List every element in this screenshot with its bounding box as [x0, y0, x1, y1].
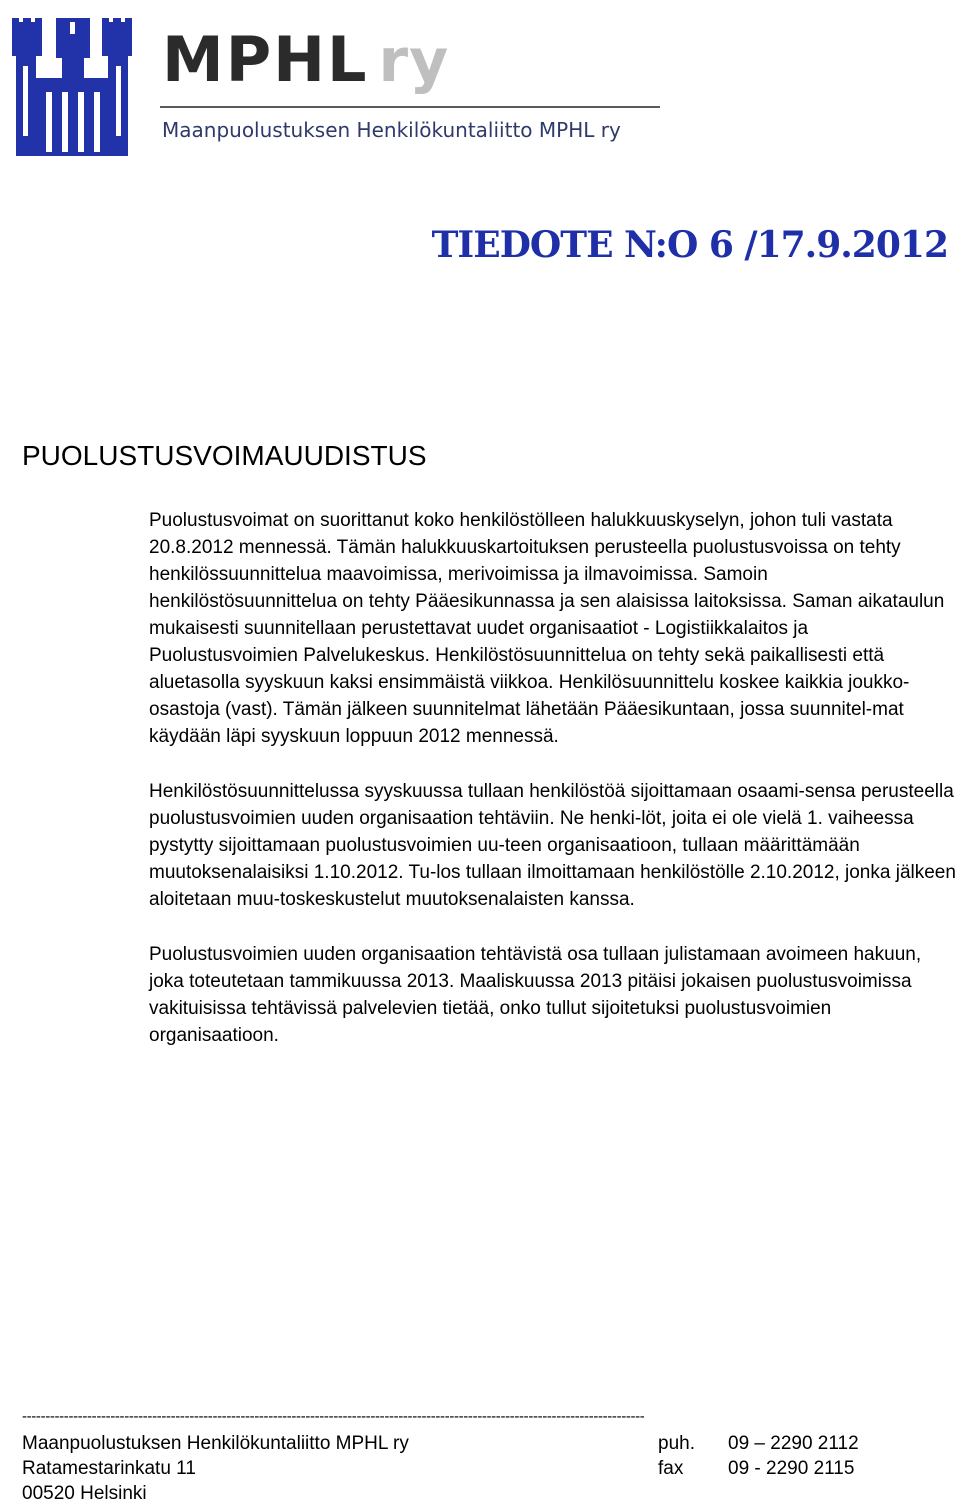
section-heading: PUOLUSTUSVOIMAUUDISTUS [22, 440, 427, 471]
castle-logo-icon [12, 18, 132, 158]
logo-wordmark-main: MPHL [162, 23, 369, 96]
footer-phone: 09 – 2290 2112 [728, 1433, 859, 1454]
paragraph-3: Puolustusvoimien uuden organisaation tehtävistä osa tullaan julistamaan avoimeen hakuun, joka toteutetaan tammikuussa 2013. Maaliskuussa 2013 pitäisi jokaisen puolustusvoimissa vakituisissa tehtävissä palvelevien tietää, onko tullut sijoitetuksi puolustusvoimien organisaatioon. [149, 944, 922, 1046]
paragraph-2: Henkilöstösuunnittelussa syyskuussa tullaan henkilöstöä sijoittamaan osaami-sensa perusteella puolustusvoimien uuden organisaation tehtäviin. Ne henki-löt, joita ei ole vielä 1. vaiheessa pystytty sijoittamaan puolustusvoimien uu-teen organisaatioon, tullaan määrittämään muutoksenalaisiksi 1.10.2012. Tu-los tullaan ilmoittamaan henkilöstölle 2.10.2012, jonka jälkeen aloitetaan muu-toskeskustelut muutoksenalaisten kanssa. [149, 781, 956, 910]
logo-wordmark-suffix: ry [378, 26, 450, 96]
footer-fax: 09 - 2290 2115 [728, 1458, 855, 1479]
body-text [149, 507, 959, 1049]
notice-title: TIEDOTE N:O 6 /17.9.2012 [431, 224, 948, 266]
footer-phone-label: puh. [658, 1433, 695, 1454]
footer-separator: -------------------------------------------------------------------------------------------------------------------------------------- [22, 1408, 645, 1425]
footer-street: Ratamestarinkatu 11 [22, 1458, 196, 1479]
footer [22, 1431, 942, 1506]
logo-tagline: Maanpuolustuksen Henkilökuntaliitto MPHL ry [162, 118, 621, 142]
footer-org-name: Maanpuolustuksen Henkilökuntaliitto MPHL ry [22, 1433, 409, 1454]
footer-row-1 [22, 1431, 942, 1456]
logo-divider [160, 106, 660, 108]
logo-wordmark [162, 22, 449, 99]
footer-postal: 00520 Helsinki [22, 1483, 147, 1504]
footer-row-2 [22, 1456, 942, 1481]
paragraph-1: Puolustusvoimat on suorittanut koko henkilöstölleen halukkuuskyselyn, johon tuli vastata 20.8.2012 mennessä. Tämän halukkuuskartoituksen perusteella puolustusvoissa on tehty henkilössuunnittelua maavoimissa, merivoimissa ja ilmavoimissa. Samoin henkilöstösuunnittelua on tehty Pääesikunnassa ja sen alaisissa laitoksissa. Saman aikataulun mukaisesti suunnitellaan perustettavat uudet organisaatiot - Logistiikkalaitos ja Puolustusvoimien Palvelukeskus. Henkilöstösuunnittelua on tehty sekä paikallisesti että aluetasolla syyskuun kaksi ensimmäistä viikkoa. Henkilösuunnittelu koskee kaikkia joukko-osastoja (vast). Tämän jälkeen suunnitelmat lähetään Pääesikuntaan, jossa suunnitel-mat käydään läpi syyskuun loppuun 2012 mennessä. [149, 510, 945, 747]
footer-fax-label: fax [658, 1458, 684, 1479]
footer-row-3 [22, 1481, 942, 1506]
